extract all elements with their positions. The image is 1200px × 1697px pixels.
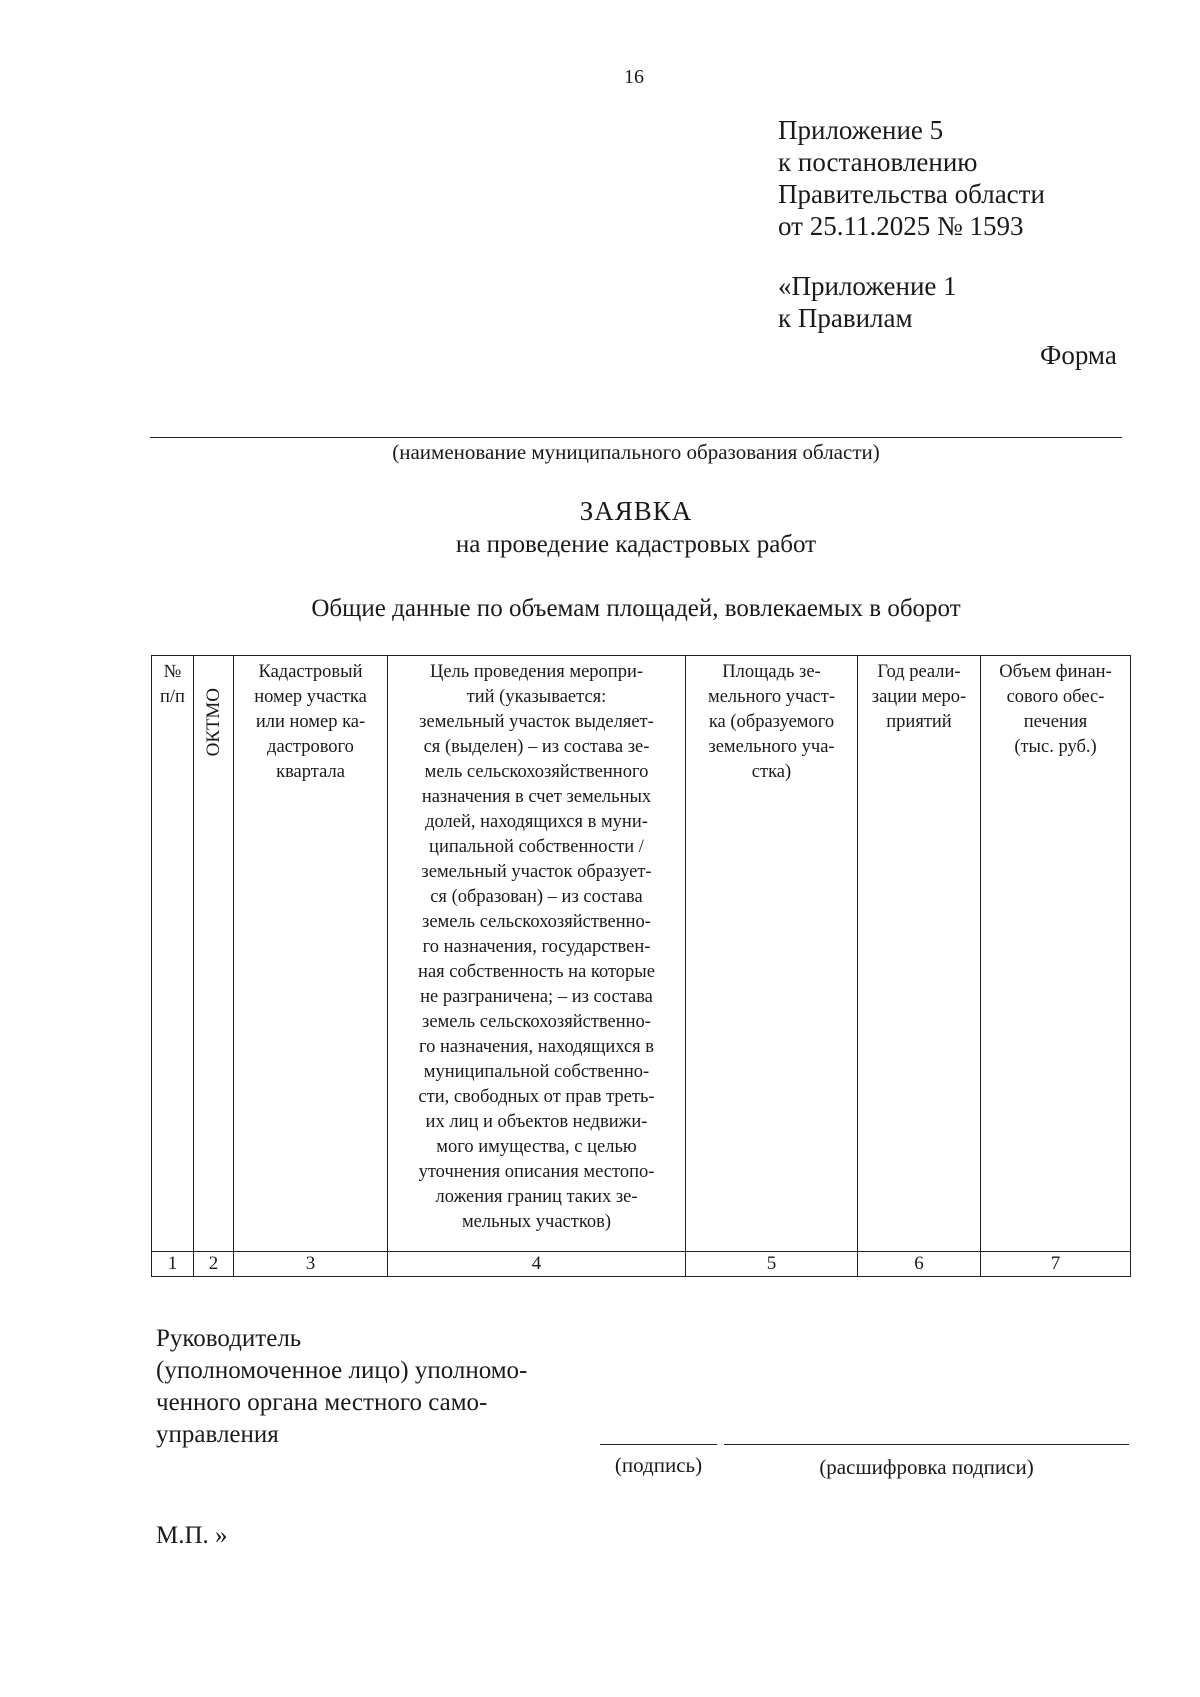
header-financing: Объем финан- сового обес- печения (тыс. руб.) bbox=[981, 656, 1131, 1252]
header-number: № п/п bbox=[152, 656, 194, 1252]
column-number: 3 bbox=[234, 1252, 388, 1277]
appendix-line: от 25.11.2025 № 1593 bbox=[778, 211, 1024, 241]
appendix-line: Правительства области bbox=[778, 179, 1045, 209]
column-number: 7 bbox=[981, 1252, 1131, 1277]
signature-caption: (подпись) bbox=[614, 1453, 703, 1477]
signature-line bbox=[600, 1444, 717, 1445]
column-number: 5 bbox=[686, 1252, 858, 1277]
column-number-row bbox=[152, 1252, 1131, 1277]
page-number: 16 bbox=[624, 66, 644, 88]
signer-block bbox=[156, 1323, 527, 1451]
column-number: 4 bbox=[388, 1252, 686, 1277]
appendix-rule-line: к Правилам bbox=[778, 303, 913, 333]
signature-decode-caption: (расшифровка подписи) bbox=[819, 1455, 1034, 1479]
header-year: Год реали- зации меро- приятий bbox=[858, 656, 981, 1252]
column-number: 2 bbox=[194, 1252, 234, 1277]
table-header-row bbox=[152, 656, 1131, 1252]
area-data-table bbox=[151, 655, 1131, 1277]
stamp-place: М.П. » bbox=[156, 1522, 228, 1549]
appendix-rule-line: «Приложение 1 bbox=[778, 271, 957, 301]
column-number: 6 bbox=[858, 1252, 981, 1277]
municipality-fill-line bbox=[150, 437, 1122, 438]
header-oktmo: ОКТМО bbox=[194, 656, 234, 1252]
document-title: ЗАЯВКА bbox=[579, 496, 693, 526]
appendix-block bbox=[778, 114, 1045, 242]
section-heading: Общие данные по объемам площадей, вовлекаемых в оборот bbox=[311, 595, 961, 622]
signer-line: управления bbox=[156, 1421, 279, 1448]
appendix-rule-block bbox=[778, 270, 957, 334]
document-subtitle: на проведение кадастровых работ bbox=[455, 531, 817, 558]
form-label: Форма bbox=[1040, 340, 1117, 370]
appendix-line: Приложение 5 bbox=[778, 115, 944, 145]
signature-decode-line bbox=[724, 1444, 1129, 1445]
column-number: 1 bbox=[152, 1252, 194, 1277]
signer-line: Руководитель bbox=[156, 1325, 302, 1352]
header-cadastral-number: Кадастровый номер участка или номер ка- дастрового квартала bbox=[234, 656, 388, 1252]
header-area: Площадь зе- мельного участ- ка (образуемого земельного уча- стка) bbox=[686, 656, 858, 1252]
signer-line: ченного органа местного само- bbox=[156, 1389, 488, 1416]
header-purpose: Цель проведения меропри- тий (указывается: земельный участок выделяет- ся (выделен) – из состава зе- мель сельскохозяйственного назначения в счет земельных долей, находящихся в муни- ципальной собственности / земельный участок образует- ся (образован) – из состава земель сельскохозяйственно- го назначения, государствен- ная собственность на которые не разграничена; – из состава земель сельскохозяйственно- го назначения, находящихся в муниципальной собственно- сти, свободных от прав треть- их лиц и объектов недвижи- мого имущества, с целью уточнения описания местопо- ложения границ таких зе- мельных участков) bbox=[388, 656, 686, 1252]
municipality-caption: (наименование муниципального образования области) bbox=[392, 440, 880, 464]
appendix-line: к постановлению bbox=[778, 147, 978, 177]
signer-line: (уполномоченное лицо) уполномо- bbox=[156, 1357, 528, 1384]
